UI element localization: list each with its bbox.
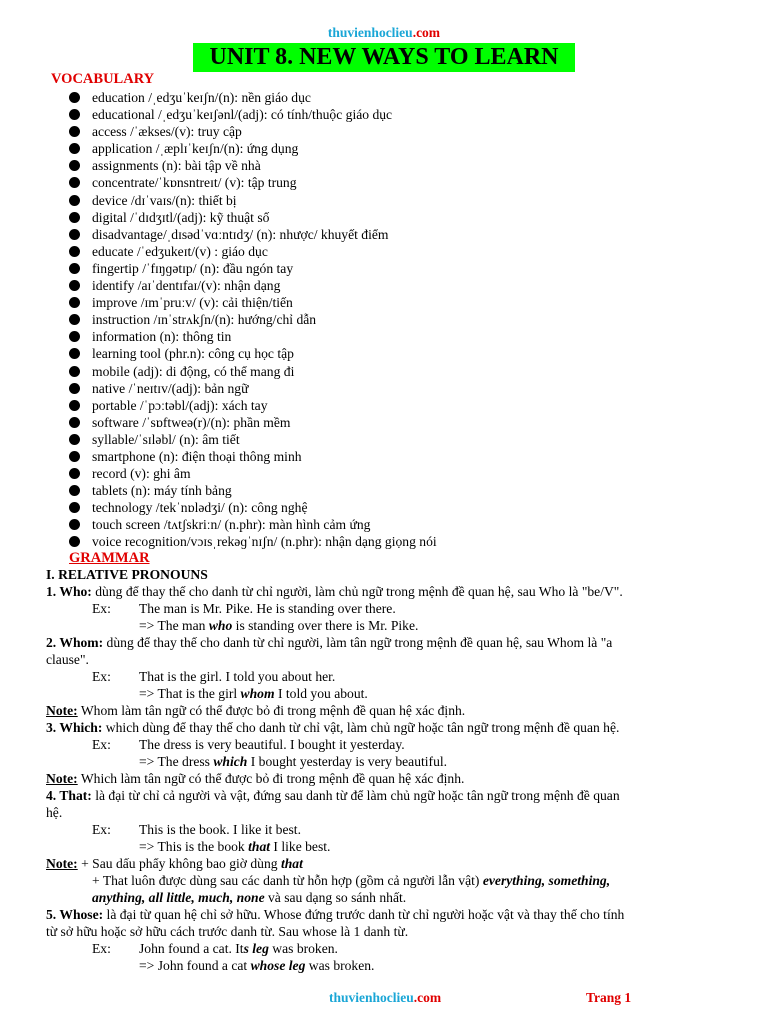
bullet-icon [69,331,80,342]
vocab-item: smartphone (n): điện thoại thông minh [69,448,437,465]
vocab-item: voice recognition/vɔɪsˌrekəɡˈnɪʃn/ (n.phr): nhận dạng giọng nói [69,533,437,550]
vocab-item: disadvantage/ˌdɪsədˈvɑːntɪdʒ/ (n): nhược/ khuyết điểm [69,226,437,243]
vocabulary-heading: VOCABULARY [51,71,155,87]
bullet-icon [69,485,80,496]
whom-result: => That is the girl whom I told you about. [139,686,368,701]
note-that-3: anything, all little, much, none và sau dạng so sánh nhất. [92,890,407,905]
vocab-item: improve /ɪmˈpruːv/ (v): cải thiện/tiến [69,294,437,311]
vocab-item: portable /ˈpɔːtəbl/(adj): xách tay [69,397,437,414]
that-rule: 4. That: là đại từ chỉ cả người và vật, đứng sau danh từ để làm chủ ngữ hoặc tân ngữ trong mệnh đề quan [46,788,620,803]
bullet-icon [69,92,80,103]
grammar-section [46,566,716,974]
vocab-item: digital /ˈdɪdʒɪtl/(adj): kỹ thuật số [69,209,437,226]
whom-rule: 2. Whom: dùng để thay thế cho danh từ chỉ người, làm tân ngữ trong mệnh đề quan hệ, sau Whom là "a [46,635,613,650]
vocab-item: educational /ˌedʒuˈkeɪʃənl/(adj): có tính/thuộc giáo dục [69,106,437,123]
vocab-item: learning tool (phr.n): công cụ học tập [69,345,437,362]
vocab-item: technology /tekˈnɒlədʒi/ (n): công nghệ [69,499,437,516]
vocab-item: syllable/ˈsɪləbl/ (n): âm tiết [69,431,437,448]
bullet-icon [69,314,80,325]
note-that-2: + That luôn được dùng sau các danh từ hỗn hợp (gồm cả người lẫn vật) everything, something, [92,873,611,888]
bullet-icon [69,143,80,154]
bullet-icon [69,195,80,206]
bullet-icon [69,434,80,445]
page-number: Trang 1 [586,990,632,1005]
note-which: Note: Which làm tân ngữ có thể được bỏ đi trong mệnh đề quan hệ xác định. [46,771,465,786]
vocabulary-list [69,89,437,551]
whose-rule: 5. Whose: là đại từ quan hệ chỉ sở hữu. Whose đứng trước danh từ chỉ người hoặc vật và thay thế cho tính [46,907,625,922]
vocab-item: education /ˌedʒuˈkeɪʃn/(n): nền giáo dục [69,89,437,106]
who-result: => The man who is standing over there is Mr. Pike. [139,618,419,633]
vocab-item: assignments (n): bài tập về nhà [69,157,437,174]
vocab-item: mobile (adj): di động, có thể mang đi [69,363,437,380]
bullet-icon [69,468,80,479]
bullet-icon [69,383,80,394]
bullet-icon [69,263,80,274]
vocab-item: application /ˌæplɪˈkeɪʃn/(n): ứng dụng [69,140,437,157]
bullet-icon [69,400,80,411]
that-example: Ex: This is the book. I like it best. [92,822,301,837]
bullet-icon [69,348,80,359]
who-example: Ex: The man is Mr. Pike. He is standing over there. [92,601,396,616]
note-that-1: Note: + Sau dấu phẩy không bao giờ dùng that [46,856,303,871]
whose-result: => John found a cat whose leg was broken. [139,958,375,973]
grammar-heading: GRAMMAR [69,550,150,566]
who-rule: 1. Who: dùng để thay thế cho danh từ chỉ người, làm chủ ngữ trong mệnh đề quan hệ, sau Who là "be/V". [46,584,623,599]
whose-example: Ex: John found a cat. Its leg was broken. [92,941,338,956]
vocab-item: software /ˈsɒftweə(r)/(n): phần mềm [69,414,437,431]
which-rule: 3. Which: which dùng để thay thế cho danh từ chỉ vật, làm chủ ngữ hoặc tân ngữ trong mệnh đề quan hệ. [46,720,620,735]
bullet-icon [69,177,80,188]
vocab-item: native /ˈneɪtɪv/(adj): bản ngữ [69,380,437,397]
bullet-icon [69,160,80,171]
vocab-item: access /ˈækses/(v): truy cập [69,123,437,140]
vocab-item: device /dɪˈvaɪs/(n): thiết bị [69,192,437,209]
vocab-item: instruction /ɪnˈstrʌkʃn/(n): hướng/chỉ dẫn [69,311,437,328]
vocab-item: record (v): ghi âm [69,465,437,482]
whose-rule-cont: từ sở hữu hoặc sở hữu cách trước danh từ. Sau whose là 1 danh từ. [46,924,409,939]
bullet-icon [69,297,80,308]
which-result: => The dress which I bought yesterday is very beautiful. [139,754,448,769]
vocab-item: concentrate/ˈkɒnsntreɪt/ (v): tập trung [69,174,437,191]
bullet-icon [69,502,80,513]
bullet-icon [69,519,80,530]
whom-rule-cont: clause". [46,652,89,667]
vocab-item: tablets (n): máy tính bảng [69,482,437,499]
vocab-item: fingertip /ˈfɪŋɡətɪp/ (n): đầu ngón tay [69,260,437,277]
vocab-item: educate /ˈedʒukeɪt/(v) : giáo dục [69,243,437,260]
that-rule-cont: hệ. [46,805,63,820]
bullet-icon [69,417,80,428]
vocab-item: information (n): thông tin [69,328,437,345]
vocab-item: identify /aɪˈdentɪfaɪ/(v): nhận dạng [69,277,437,294]
note-whom: Note: Whom làm tân ngữ có thể được bỏ đi trong mệnh đề quan hệ xác định. [46,703,466,718]
that-result: => This is the book that I like best. [139,839,331,854]
bullet-icon [69,451,80,462]
site-header: thuvienhoclieu.com [327,25,441,40]
bullet-icon [69,246,80,257]
bullet-icon [69,212,80,223]
bullet-icon [69,109,80,120]
bullet-icon [69,280,80,291]
which-example: Ex: The dress is very beautiful. I bought it yesterday. [92,737,405,752]
bullet-icon [69,126,80,137]
page-title: UNIT 8. NEW WAYS TO LEARN [193,43,575,72]
section-title: I. RELATIVE PRONOUNS [46,567,208,582]
bullet-icon [69,366,80,377]
whom-example: Ex: That is the girl. I told you about her. [92,669,336,684]
site-footer: thuvienhoclieu.com [329,990,442,1005]
vocab-item: touch screen /tʌtʃskriːn/ (n.phr): màn hình cảm ứng [69,516,437,533]
bullet-icon [69,536,80,547]
bullet-icon [69,229,80,240]
